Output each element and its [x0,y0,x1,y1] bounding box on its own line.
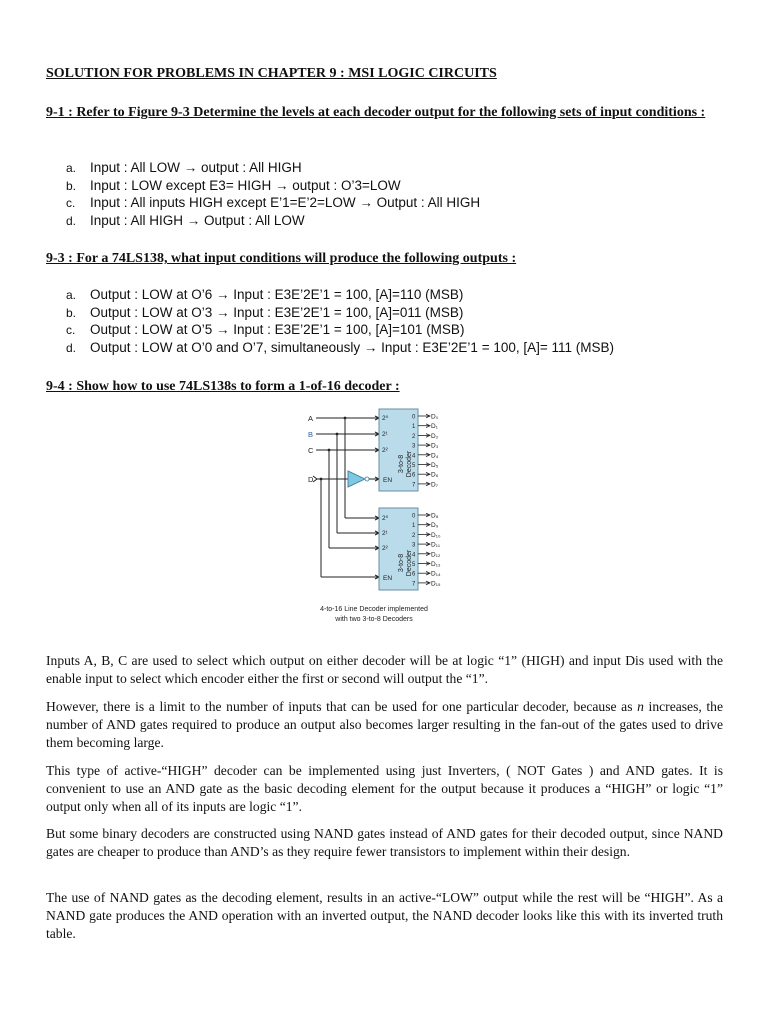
input-label-d: D [308,475,314,484]
svg-text:2¹: 2¹ [382,431,388,438]
svg-text:3-to-8: 3-to-8 [398,553,405,573]
decoder-figure [296,402,452,630]
decoder-top-output-label: D₂ [431,432,439,440]
decoder-top-output-label: D₀ [431,413,439,421]
list-item: a. Output : LOW at O’6 → Input : E3E’2E’1 = 100, [A]=110 (MSB) [66,287,464,302]
input-label-c: C [308,446,314,455]
decoder-top-pin-number: 4 [412,453,416,460]
decoder-bottom-output-label: D₁₂ [431,551,441,559]
svg-text:EN: EN [383,477,393,484]
decoder-bottom-pin-number: 6 [412,571,416,578]
question-9-3-heading: 9-3 : For a 74LS138, what input conditions will produce the following outputs : [46,251,517,266]
decoder-top-pin-number: 7 [412,482,416,489]
figure-caption-line1: 4-to-16 Line Decoder implemented [320,606,428,613]
decoder-bottom-pin-number: 5 [412,562,416,568]
decoder-bottom-pin-number: 2 [412,532,416,539]
question-9-3-answers [66,286,614,357]
decoder-top-output-label: D₄ [431,452,439,460]
decoder-bottom-output-label: D₁₅ [431,580,441,588]
list-item: a. Input : All LOW → output : All HIGH [66,160,302,175]
document-title: SOLUTION FOR PROBLEMS IN CHAPTER 9 : MSI LOGIC CIRCUITS [46,66,497,81]
svg-text:2²: 2² [382,447,388,454]
decoder-bottom [379,508,441,590]
question-9-1-answers [66,159,480,230]
decoder-top-output-label: D₆ [431,471,439,479]
decoder-bottom-output-label: D₉ [431,522,439,530]
decoder-bottom-output-label: D₁₃ [431,561,441,568]
list-item: c. Input : All inputs HIGH except E’1=E’2=LOW → Output : All HIGH [66,195,481,211]
decoder-bottom-pin-number: 7 [412,581,416,588]
input-label-b: B [308,430,314,439]
svg-text:2⁰: 2⁰ [382,515,389,522]
decoder-bottom-pin-number: 4 [412,552,416,559]
input-wires [313,416,379,579]
list-item: b. Input : LOW except E3= HIGH → output : O’3=LOW [66,177,401,193]
question-9-4-heading: 9-4 : Show how to use 74LS138s to form a 1-of-16 decoder : [46,379,400,394]
decoder-top-output-label: D₇ [431,481,438,489]
paragraph-5: The use of NAND gates as the decoding element, results in an active-“LOW” output while the rest will be “HIGH”. As a NAND gate produces the AND operation with an inverted output, the NAND decoder looks like this with its inverted truth table. [46,890,723,941]
decoder-bottom-output-label: D₈ [431,512,439,520]
decoder-top-pin-number: 6 [412,472,416,479]
decoder-bottom-pin-number: 0 [412,513,416,520]
decoder-top-pin-number: 2 [412,433,416,440]
list-item: d. Input : All HIGH → Output : All LOW [66,213,305,229]
paragraph-1: Inputs A, B, C are used to select which output on either decoder will be at logic “1” (HIGH) and input Dis used with the enable input to select which encoder either the first or second will output the “1”. [46,653,723,686]
decoder-top-output-label: D₃ [431,442,439,450]
paragraph-4: But some binary decoders are constructed using NAND gates instead of AND gates for their decoded output, since NAND gates are cheaper to produce than AND’s as they require fewer transistors to implement within their design. [46,826,723,859]
decoder-top-pin-number: 5 [412,463,416,469]
svg-text:2⁰: 2⁰ [382,415,389,422]
list-item: d. Output : LOW at O’0 and O’7, simultaneously → Input : E3E’2E’1 = 100, [A]= 111 (MSB) [66,340,615,356]
svg-text:EN: EN [383,575,393,582]
decoder-bottom-pin-number: 3 [412,542,416,549]
decoder-top-output-label: D₅ [431,462,439,469]
decoder-top [379,409,439,491]
decoder-bottom-output-label: D₁₁ [431,541,441,549]
question-9-1-heading: 9-1 : Refer to Figure 9-3 Determine the levels at each decoder output for the following sets of input conditions : [46,105,706,120]
svg-text:2¹: 2¹ [382,530,388,537]
inverter-gate [348,471,365,487]
figure-caption-line2: with two 3-to-8 Decoders [335,616,413,623]
paragraph-2: However, there is a limit to the number of inputs that can be used for one particular decoder, because as n increases, the number of AND gates required to produce an output also becomes larger resulting in the fan-out of the gates used to drive them becoming large. [46,699,724,750]
decoder-top-pin-number: 1 [412,424,416,431]
list-item: c. Output : LOW at O’5 → Input : E3E’2E’1 = 100, [A]=101 (MSB) [66,322,465,338]
svg-text:Decoder: Decoder [406,549,413,577]
input-label-a: A [308,414,314,423]
decoder-bottom-output-label: D₁₄ [431,570,441,578]
decoder-top-pin-number: 3 [412,443,416,450]
paragraph-3: This type of active-“HIGH” decoder can be implemented using just Inverters, ( NOT Gates ) and AND gates. It is convenient to use an AND gate as the basic decoding element for the output because it produces a “HIGH” or logic “1” output only when all of its inputs are logic “1”. [46,763,723,814]
svg-text:2²: 2² [382,545,388,552]
decoder-top-output-label: D₁ [431,423,438,431]
svg-text:Decoder: Decoder [406,450,413,478]
decoder-top-pin-number: 0 [412,414,416,421]
decoder-bottom-pin-number: 1 [412,523,416,530]
svg-text:3-to-8: 3-to-8 [398,454,405,474]
list-item: b. Output : LOW at O’3 → Input : E3E’2E’1 = 100, [A]=011 (MSB) [66,304,464,320]
decoder-bottom-output-label: D₁₀ [431,531,441,539]
